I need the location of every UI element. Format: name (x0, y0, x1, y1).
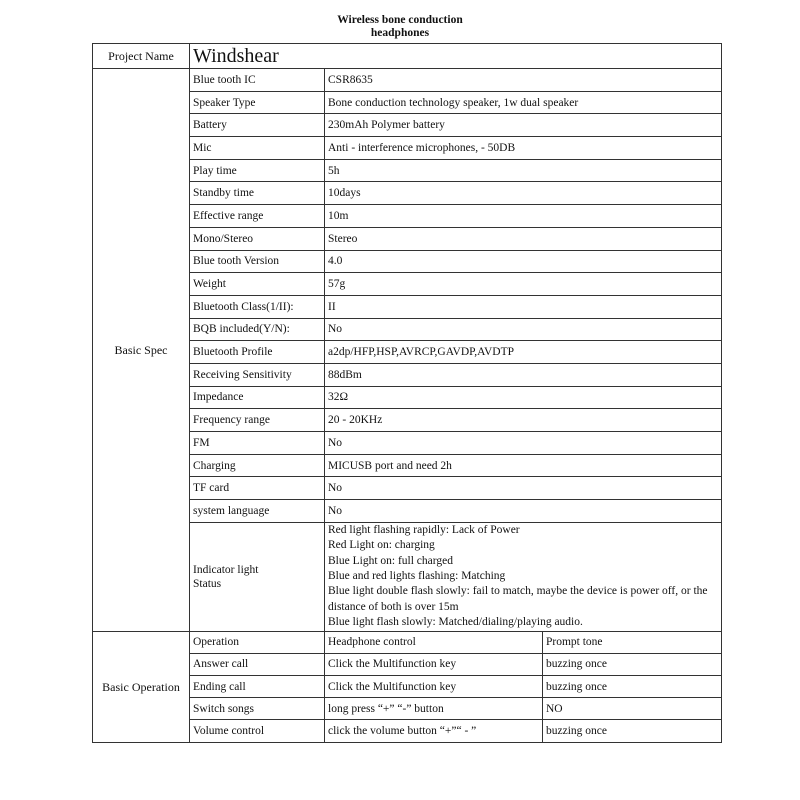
tone-column-header: Prompt tone (543, 631, 722, 653)
spec-table (92, 43, 722, 743)
indicator-status-line: Blue light double flash slowly: fail to match, maybe the device is power off, or the (328, 585, 708, 598)
spec-key: Frequency range (190, 409, 325, 432)
spec-value: CSR8635 (325, 69, 722, 92)
spec-value: 230mAh Polymer battery (325, 114, 722, 137)
indicator-status-line: Blue light flash slowly: Matched/dialing/playing audio. (328, 616, 583, 629)
spec-value: 88dBm (325, 363, 722, 386)
indicator-label-line-2: Status (193, 577, 222, 590)
title-line-2: headphones (370, 27, 430, 39)
spec-key: Blue tooth IC (190, 69, 325, 92)
indicator-label-line-1: Indicator light (193, 563, 259, 576)
spec-table-body (93, 44, 722, 743)
spec-row (93, 69, 722, 92)
operation-header-row (93, 631, 722, 653)
spec-value: No (325, 500, 722, 523)
operation-name: Switch songs (190, 698, 325, 720)
spec-value: 32Ω (325, 386, 722, 409)
spec-value: MICUSB port and need 2h (325, 454, 722, 477)
spec-value: Bone conduction technology speaker, 1w dual speaker (325, 91, 722, 114)
headphone-control: Click the Multifunction key (325, 675, 543, 697)
spec-value: 20 - 20KHz (325, 409, 722, 432)
operation-column-header: Operation (190, 631, 325, 653)
spec-key: Play time (190, 159, 325, 182)
operation-name: Ending call (190, 675, 325, 697)
spec-key: Blue tooth Version (190, 250, 325, 273)
basic-operation-label: Basic Operation (93, 631, 190, 742)
spec-value: No (325, 477, 722, 500)
indicator-status-line: distance of both is over 15m (328, 600, 459, 613)
spec-value: 57g (325, 273, 722, 296)
project-row (93, 44, 722, 69)
headphone-control: click the volume button “+”“ - ” (325, 720, 543, 742)
spec-value: a2dp/HFP,HSP,AVRCP,GAVDP,AVDTP (325, 341, 722, 364)
spec-value: Stereo (325, 227, 722, 250)
spec-key: TF card (190, 477, 325, 500)
spec-value: 4.0 (325, 250, 722, 273)
operation-name: Volume control (190, 720, 325, 742)
spec-key: Speaker Type (190, 91, 325, 114)
spec-key: Bluetooth Class(1/II): (190, 295, 325, 318)
spec-key: Bluetooth Profile (190, 341, 325, 364)
project-name-value: Windshear (190, 44, 722, 69)
spec-key: Mic (190, 137, 325, 160)
prompt-tone: buzzing once (543, 720, 722, 742)
spec-key: Standby time (190, 182, 325, 205)
basic-spec-label: Basic Spec (93, 69, 190, 632)
title-line-1: Wireless bone conduction (337, 14, 463, 26)
spec-key: Battery (190, 114, 325, 137)
project-name-label: Project Name (93, 44, 190, 69)
spec-key: BQB included(Y/N): (190, 318, 325, 341)
spec-value: No (325, 432, 722, 455)
spec-value: No (325, 318, 722, 341)
spec-key: Receiving Sensitivity (190, 363, 325, 386)
spec-key: Impedance (190, 386, 325, 409)
prompt-tone: NO (543, 698, 722, 720)
indicator-status-line: Red light flashing rapidly: Lack of Power (328, 523, 520, 536)
headphone-control: Click the Multifunction key (325, 653, 543, 675)
spec-key: Charging (190, 454, 325, 477)
indicator-status-line: Blue Light on: full charged (328, 554, 453, 567)
control-column-header: Headphone control (325, 631, 543, 653)
spec-key: system language (190, 500, 325, 523)
prompt-tone: buzzing once (543, 675, 722, 697)
spec-value: 10days (325, 182, 722, 205)
spec-value: II (325, 295, 722, 318)
spec-value: 10m (325, 205, 722, 228)
spec-value: Anti - interference microphones, - 50DB (325, 137, 722, 160)
indicator-status-line: Blue and red lights flashing: Matching (328, 569, 506, 582)
operation-name: Answer call (190, 653, 325, 675)
spec-key: Weight (190, 273, 325, 296)
spec-value: 5h (325, 159, 722, 182)
headphone-control: long press “+” “-” button (325, 698, 543, 720)
spec-key: Effective range (190, 205, 325, 228)
spec-key: Mono/Stereo (190, 227, 325, 250)
indicator-status-list (325, 522, 722, 631)
indicator-label (190, 522, 325, 631)
prompt-tone: buzzing once (543, 653, 722, 675)
spec-key: FM (190, 432, 325, 455)
indicator-status-line: Red Light on: charging (328, 539, 435, 552)
document-title (0, 14, 800, 40)
